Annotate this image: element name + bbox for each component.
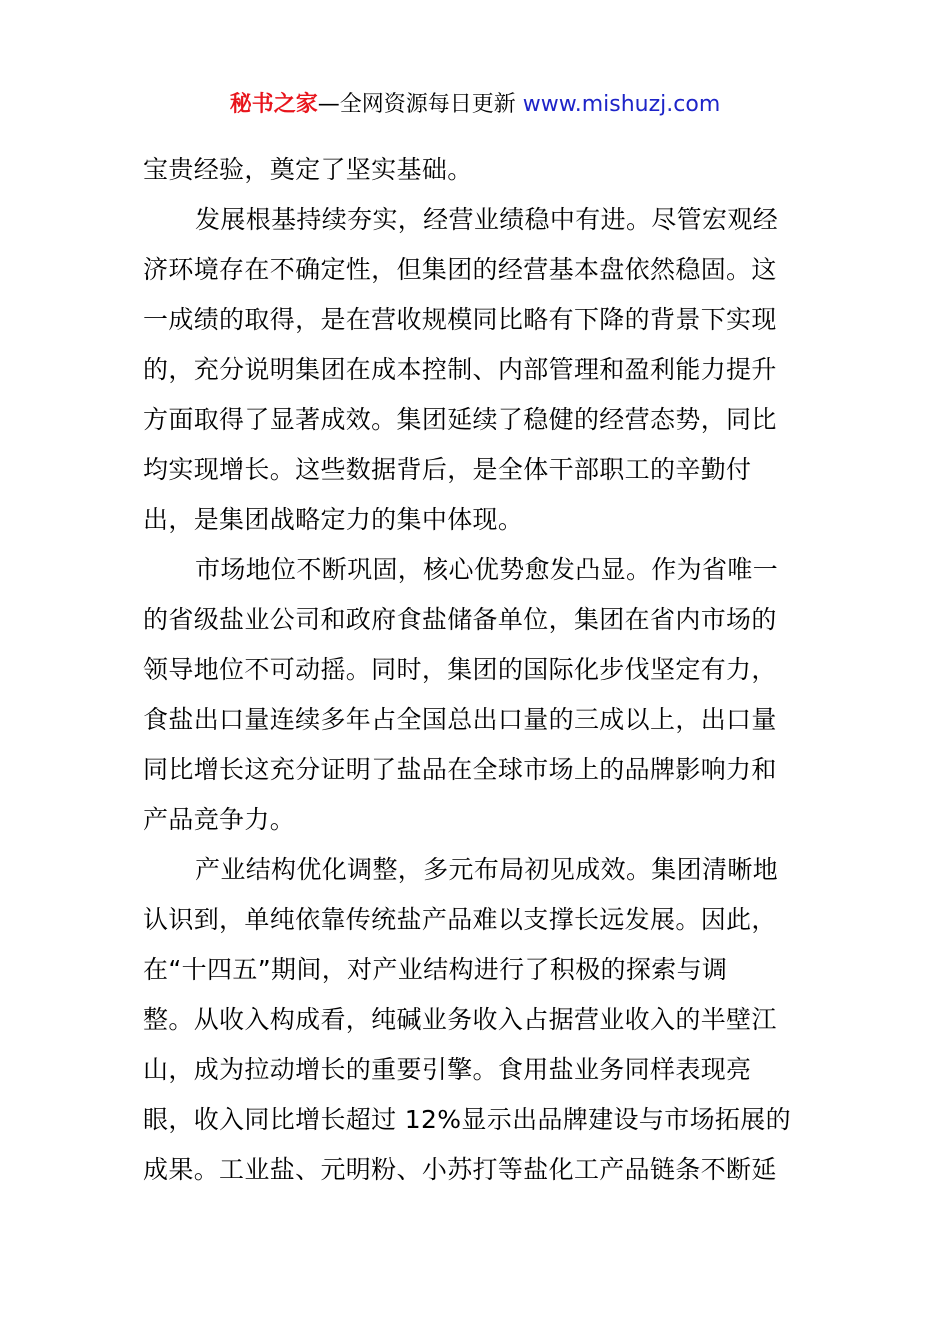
header-site-link[interactable]: www.mishuzj.com [522, 92, 721, 117]
text-line: 产品竞争力。 [143, 805, 296, 834]
text-line: 济环境存在不确定性，但集团的经营基本盘依然稳固。这 [143, 255, 777, 284]
paragraph-start-line: 发展根基持续夯实，经营业绩稳中有进。尽管宏观经 [195, 205, 779, 234]
text-line: 在“十四五”期间，对产业结构进行了积极的探索与调 [143, 955, 728, 984]
text-line: 宝贵经验，奠定了坚实基础。 [143, 155, 473, 184]
document-body [143, 145, 809, 1195]
text-line: 的，充分说明集团在成本控制、内部管理和盈利能力提升 [143, 355, 777, 384]
paragraph-start-line: 产业结构优化调整，多元布局初见成效。集团清晰地 [195, 855, 779, 884]
text-line: 整。从收入构成看，纯碱业务收入占据营业收入的半壁江 [143, 1005, 777, 1034]
text-line: 的省级盐业公司和政府食盐储备单位，集团在省内市场的 [143, 605, 777, 634]
text-line: 眼，收入同比增长超过 12%显示出品牌建设与市场拓展的 [143, 1105, 791, 1134]
header-brand: 秘书之家 [229, 92, 318, 117]
text-line: 同比增长这充分证明了盐品在全球市场上的品牌影响力和 [143, 755, 777, 784]
text-line: 均实现增长。这些数据背后，是全体干部职工的辛勤付 [143, 455, 752, 484]
text-line: 领导地位不可动摇。同时，集团的国际化步伐坚定有力， [143, 655, 777, 684]
header-tagline: —全网资源每日更新 [317, 92, 523, 117]
text-line: 成果。工业盐、元明粉、小苏打等盐化工产品链条不断延 [143, 1155, 777, 1184]
text-line: 一成绩的取得，是在营收规模同比略有下降的背景下实现 [143, 305, 777, 334]
text-line: 山，成为拉动增长的重要引擎。食用盐业务同样表现亮 [143, 1055, 752, 1084]
paragraph-start-line: 市场地位不断巩固，核心优势愈发凸显。作为省唯一 [195, 555, 779, 584]
text-line: 认识到，单纯依靠传统盐产品难以支撑长远发展。因此， [143, 905, 777, 934]
text-line: 方面取得了显著成效。集团延续了稳健的经营态势，同比 [143, 405, 777, 434]
text-line: 食盐出口量连续多年占全国总出口量的三成以上，出口量 [143, 705, 777, 734]
page-header [0, 88, 950, 122]
text-line: 出，是集团战略定力的集中体现。 [143, 505, 524, 534]
